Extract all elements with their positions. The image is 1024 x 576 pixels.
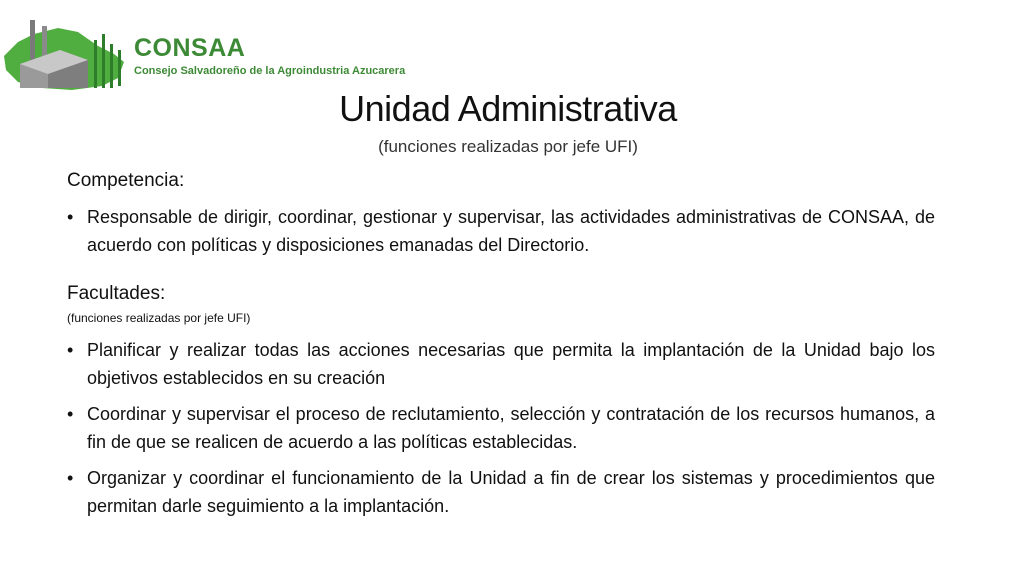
sugar-mill-map-icon <box>2 16 130 96</box>
list-item-text: Organizar y coordinar el funcionamiento de la Unidad a fin de crear los sistemas y procedimientos que permitan darle seguimiento a la implantación. <box>87 468 935 516</box>
bullet-icon: • <box>67 207 74 227</box>
slide-title: Unidad Administrativa <box>339 88 677 129</box>
slide-body <box>67 168 935 520</box>
bullet-icon: • <box>67 340 74 360</box>
bullet-icon: • <box>67 468 74 488</box>
logo-subtitle: Consejo Salvadoreño de la Agroindustria Azucarera <box>134 65 406 77</box>
logo-name: CONSAA <box>134 34 246 62</box>
facultades-note: (funciones realizadas por jefe UFI) <box>67 311 251 325</box>
list-item <box>67 400 935 456</box>
list-item-text: Planificar y realizar todas las acciones necesarias que permita la implantación de la Unidad bajo los objetivos establecidos en su creación <box>87 340 935 388</box>
consaa-logo <box>0 14 430 96</box>
list-item <box>67 464 935 520</box>
list-item <box>67 336 935 392</box>
bullet-icon: • <box>67 404 74 424</box>
list-item-text: Coordinar y supervisar el proceso de reclutamiento, selección y contratación de los recursos humanos, a fin de que se realicen de acuerdo a las políticas establecidas. <box>87 404 935 452</box>
list-item-text: Responsable de dirigir, coordinar, gestionar y supervisar, las actividades administrativas de CONSAA, de acuerdo con políticas y disposiciones emanadas del Directorio. <box>87 207 935 255</box>
list-item <box>67 203 935 259</box>
slide-subtitle: (funciones realizadas por jefe UFI) <box>378 137 638 156</box>
facultades-heading: Facultades: <box>67 283 166 304</box>
competencia-list <box>67 203 935 259</box>
facultades-list <box>67 336 935 520</box>
competencia-heading: Competencia: <box>67 170 185 191</box>
